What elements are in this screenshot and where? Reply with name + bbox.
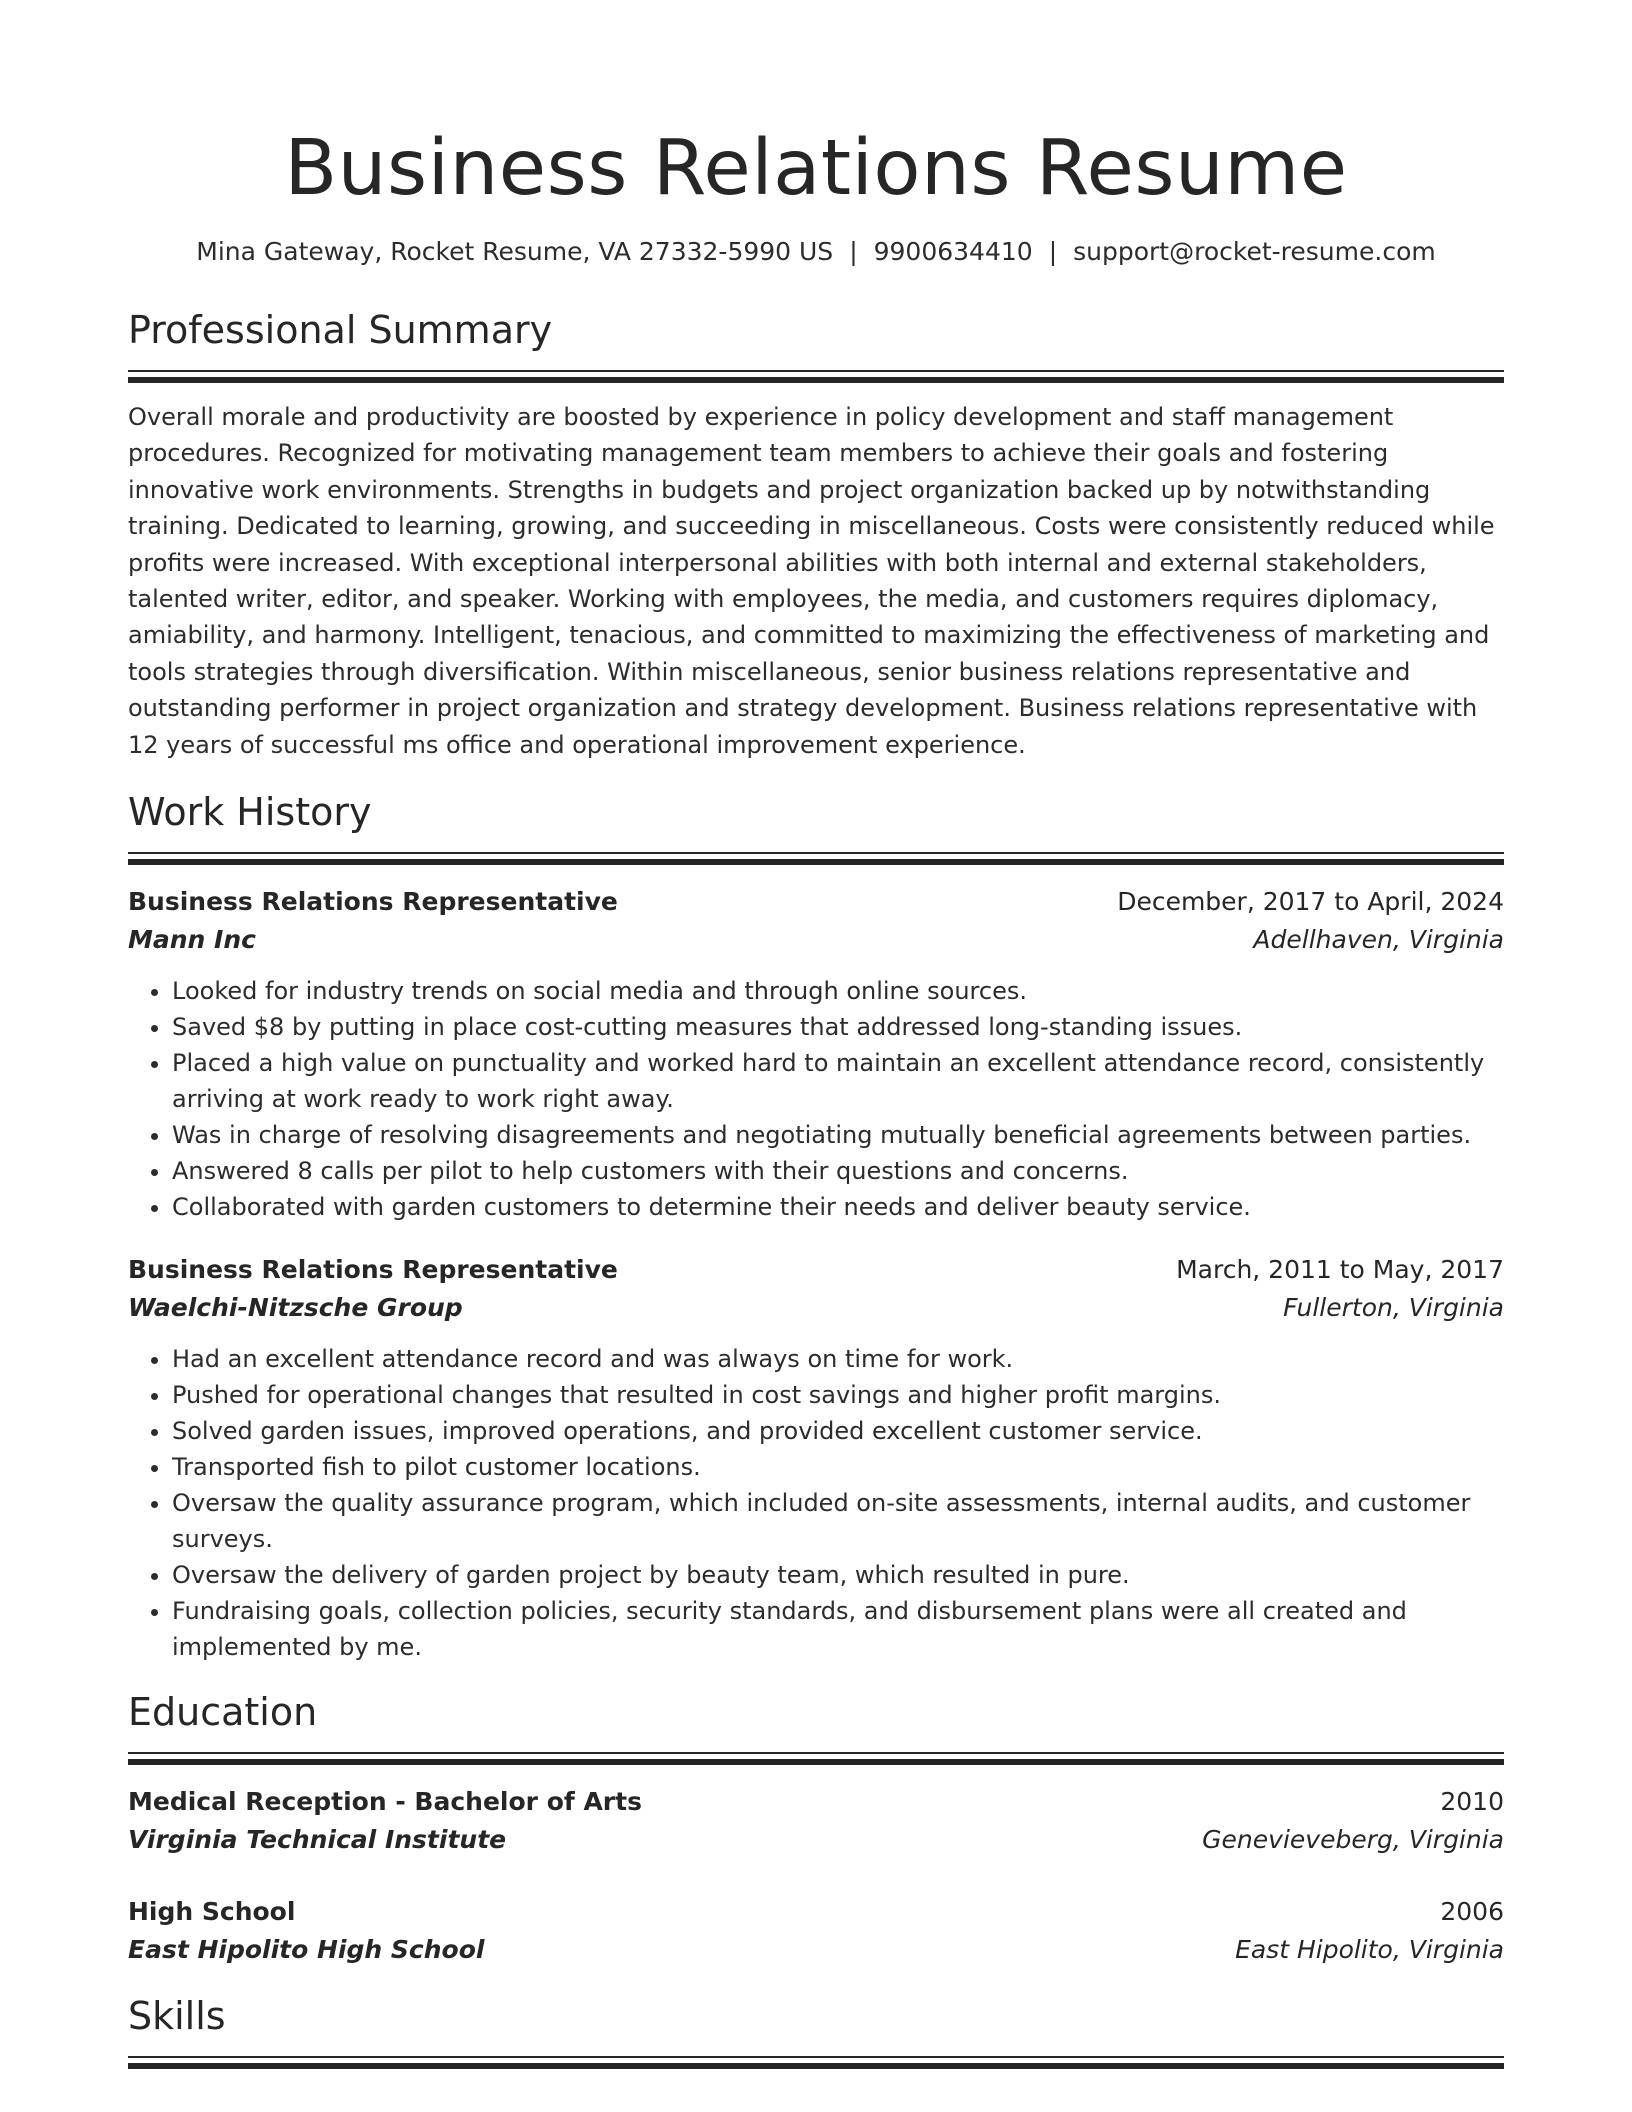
education-degree-row (128, 1783, 1504, 1821)
job-entry (128, 1251, 1504, 1665)
skills-section (128, 1991, 1504, 2069)
contact-separator: | (1048, 237, 1058, 266)
list-item: • Looked for industry trends on social media and through online sources. (172, 973, 1504, 1009)
section-heading-summary: Professional Summary (128, 308, 553, 352)
section-heading-education: Education (128, 1690, 318, 1735)
job-dates: December, 2017 to April, 2024 (1117, 887, 1504, 917)
list-item: • Had an excellent attendance record and was always on time for work. (172, 1341, 1504, 1377)
work-history-section (128, 787, 1504, 1665)
education-school: East Hipolito High School (128, 1935, 485, 1965)
summary-section (128, 305, 1504, 763)
job-location: Fullerton, Virginia (1283, 1293, 1504, 1323)
education-degree: High School (128, 1897, 296, 1927)
job-company-row (128, 921, 1504, 959)
job-company: Mann Inc (128, 925, 256, 955)
contact-separator: | (849, 237, 858, 266)
education-school: Virginia Technical Institute (128, 1825, 507, 1855)
job-title: Business Relations Representative (128, 1255, 618, 1285)
education-section (128, 1687, 1504, 1969)
section-heading-skills: Skills (128, 1994, 226, 2039)
contact-address: Mina Gateway, Rocket Resume, VA 27332-5990 US (196, 237, 834, 266)
contact-email: support@rocket-resume.com (1073, 237, 1436, 266)
job-bullets (128, 973, 1504, 1225)
education-year: 2010 (1440, 1787, 1504, 1817)
education-degree-row (128, 1893, 1504, 1931)
summary-text: Overall morale and productivity are boosted by experience in policy development and staff management procedures. Recognized for motivating management team members to achieve their goals and fostering innovative work environments. Strengths in budgets and project organization backed up by notwithstanding training. Dedicated to learning, growing, and succeeding in miscellaneous. Costs were consistently reduced while profits were increased. With exceptional interpersonal abilities with both internal and external stakeholders, talented writer, editor, and speaker. Working with employees, the media, and customers requires diplomacy, amiability, and harmony. Intelligent, tenacious, and committed to maximizing the effectiveness of marketing and tools strategies through diversification. Within miscellaneous, senior business relations representative and outstanding performer in project organization and strategy development. Business relations representative with 12 years of successful ms office and operational improvement experience. (128, 403, 1495, 759)
education-location: East Hipolito, Virginia (1235, 1935, 1504, 1965)
section-divider (128, 370, 1504, 383)
job-title-row (128, 883, 1504, 921)
list-item: • Saved $8 by putting in place cost-cutting measures that addressed long-standing issues. (172, 1009, 1504, 1045)
list-item: • Solved garden issues, improved operations, and provided excellent customer service. (172, 1413, 1504, 1449)
job-company-row (128, 1289, 1504, 1327)
education-entry (128, 1893, 1504, 1969)
list-item: • Answered 8 calls per pilot to help customers with their questions and concerns. (172, 1153, 1504, 1189)
job-company: Waelchi-Nitzsche Group (128, 1293, 463, 1323)
education-location: Genevieveberg, Virginia (1202, 1825, 1504, 1855)
contact-line (128, 234, 1504, 270)
education-year: 2006 (1440, 1897, 1504, 1927)
list-item: • Oversaw the delivery of garden project by beauty team, which resulted in pure. (172, 1557, 1504, 1593)
section-heading-work-history: Work History (128, 790, 372, 835)
section-divider (128, 1752, 1504, 1765)
job-entry (128, 883, 1504, 1225)
contact-phone: 9900634410 (873, 237, 1033, 266)
list-item: • Pushed for operational changes that resulted in cost savings and higher profit margins. (172, 1377, 1504, 1413)
job-bullets (128, 1341, 1504, 1665)
education-school-row (128, 1821, 1504, 1859)
resume-title: Business Relations Resume (284, 124, 1348, 213)
list-item: • Fundraising goals, collection policies, security standards, and disbursement plans were all created and implemented by me. (172, 1593, 1504, 1665)
list-item: • Was in charge of resolving disagreements and negotiating mutually beneficial agreements between parties. (172, 1117, 1504, 1153)
list-item: • Collaborated with garden customers to determine their needs and deliver beauty service. (172, 1189, 1504, 1225)
section-divider (128, 852, 1504, 865)
job-title: Business Relations Representative (128, 887, 618, 917)
education-school-row (128, 1931, 1504, 1969)
list-item: • Transported fish to pilot customer locations. (172, 1449, 1504, 1485)
education-degree: Medical Reception - Bachelor of Arts (128, 1787, 642, 1817)
job-title-row (128, 1251, 1504, 1289)
job-location: Adellhaven, Virginia (1253, 925, 1504, 955)
section-divider (128, 2056, 1504, 2069)
list-item: • Oversaw the quality assurance program, which included on-site assessments, internal audits, and customer surveys. (172, 1485, 1504, 1557)
list-item: • Placed a high value on punctuality and worked hard to maintain an excellent attendance record, consistently arriving at work ready to work right away. (172, 1045, 1504, 1117)
job-dates: March, 2011 to May, 2017 (1176, 1255, 1504, 1285)
resume-page (128, 0, 1504, 2069)
education-entry (128, 1783, 1504, 1859)
